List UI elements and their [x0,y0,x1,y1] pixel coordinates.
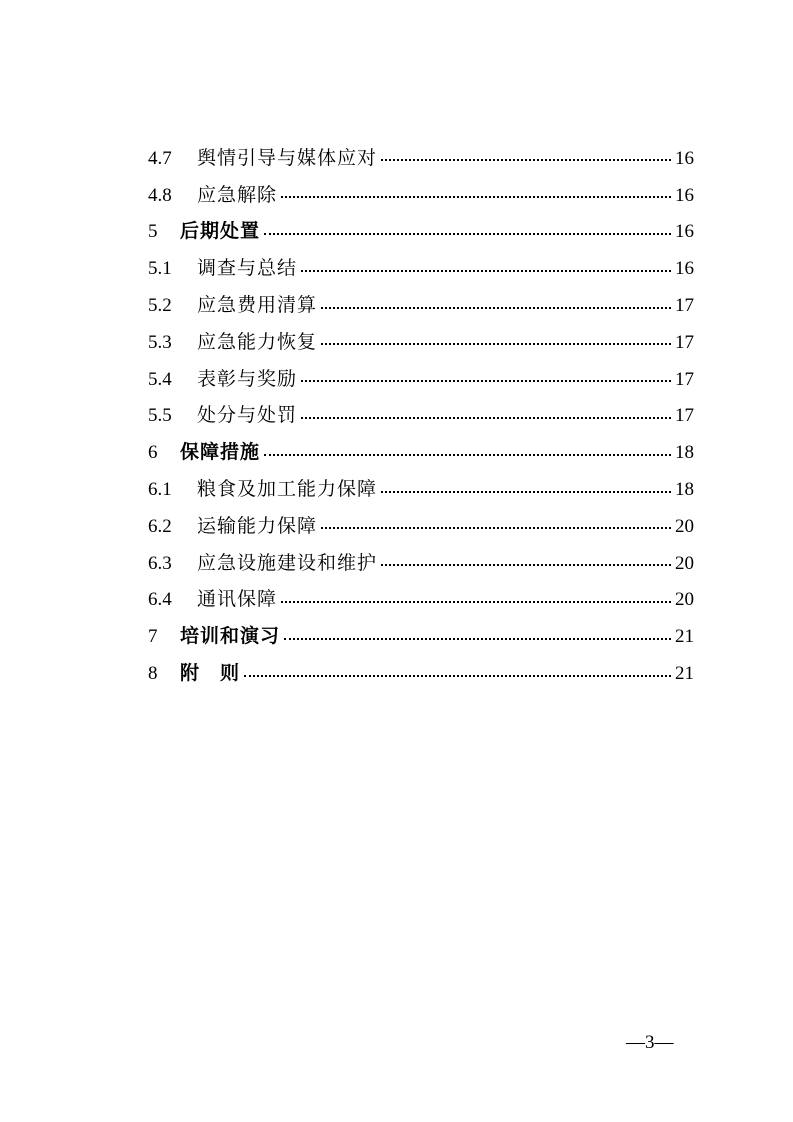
toc-entry[interactable] [148,140,694,177]
toc-entry-page: 16 [675,258,694,280]
toc-entry-page: 20 [675,552,694,574]
toc-dot-leader [321,343,671,345]
toc-entry-number: 5.3 [148,331,172,353]
toc-entry[interactable] [148,214,694,251]
toc-entry-page: 17 [675,405,694,427]
toc-entry-number: 4.7 [148,147,172,169]
toc-dot-leader [301,380,671,382]
toc-entry-number: 7 [148,626,158,648]
toc-entry-page: 20 [675,589,694,611]
toc-entry[interactable] [148,618,694,655]
toc-dot-leader [381,159,671,161]
toc-dot-leader [321,307,671,309]
toc-entry-title: 舆情引导与媒体应对 [197,146,378,169]
toc-entry-number: 5.4 [148,368,172,390]
toc-dot-leader [301,270,671,272]
toc-dot-leader [264,233,671,235]
toc-dot-leader [264,454,671,456]
toc-entry-title: 处分与处罚 [197,404,298,427]
toc-entry[interactable] [148,177,694,214]
toc-entry-number: 6.3 [148,552,172,574]
toc-dot-leader [321,527,671,529]
toc-dot-leader [381,564,671,566]
toc-entry-title: 附 则 [180,662,241,685]
toc-entry[interactable] [148,582,694,619]
table-of-contents [148,140,694,692]
toc-dot-leader [281,601,671,603]
toc-entry-title: 运输能力保障 [197,514,318,537]
toc-entry-page: 17 [675,368,694,390]
toc-entry-title: 应急能力恢复 [197,330,318,353]
page-number: —3— [626,1032,674,1053]
toc-entry-title: 通讯保障 [197,588,278,611]
toc-entry-title: 培训和演习 [180,625,281,648]
toc-entry-number: 8 [148,663,158,685]
toc-entry-title: 应急费用清算 [197,294,318,317]
toc-entry-title: 调查与总结 [197,257,298,280]
toc-entry-title: 后期处置 [180,220,261,243]
toc-entry[interactable] [148,655,694,692]
toc-entry-number: 6 [148,442,158,464]
toc-entry[interactable] [148,545,694,582]
toc-entry[interactable] [148,250,694,287]
toc-entry-number: 4.8 [148,184,172,206]
toc-dot-leader [281,196,671,198]
toc-entry-title: 保障措施 [180,441,261,464]
toc-entry-page: 21 [675,626,694,648]
toc-entry-page: 16 [675,147,694,169]
toc-dot-leader [381,491,671,493]
toc-entry-page: 16 [675,221,694,243]
toc-entry-title: 应急设施建设和维护 [197,551,378,574]
toc-entry-number: 6.1 [148,479,172,501]
toc-entry-page: 16 [675,184,694,206]
toc-entry-page: 18 [675,442,694,464]
toc-entry[interactable] [148,324,694,361]
toc-entry[interactable] [148,471,694,508]
toc-entry-number: 5.2 [148,295,172,317]
toc-entry-number: 6.4 [148,589,172,611]
toc-entry[interactable] [148,398,694,435]
toc-entry-page: 18 [675,479,694,501]
toc-entry-page: 17 [675,295,694,317]
toc-dot-leader [301,417,671,419]
toc-entry-page: 20 [675,515,694,537]
toc-dot-leader [244,675,671,677]
toc-entry[interactable] [148,434,694,471]
toc-entry-title: 粮食及加工能力保障 [197,478,378,501]
toc-entry-page: 17 [675,331,694,353]
toc-entry-title: 表彰与奖励 [197,367,298,390]
toc-entry-page: 21 [675,663,694,685]
toc-entry[interactable] [148,287,694,324]
toc-entry[interactable] [148,508,694,545]
toc-entry-number: 5.1 [148,258,172,280]
toc-entry-title: 应急解除 [197,183,278,206]
toc-entry-number: 5.5 [148,405,172,427]
toc-entry[interactable] [148,361,694,398]
toc-dot-leader [284,638,671,640]
toc-entry-number: 6.2 [148,515,172,537]
toc-entry-number: 5 [148,221,158,243]
